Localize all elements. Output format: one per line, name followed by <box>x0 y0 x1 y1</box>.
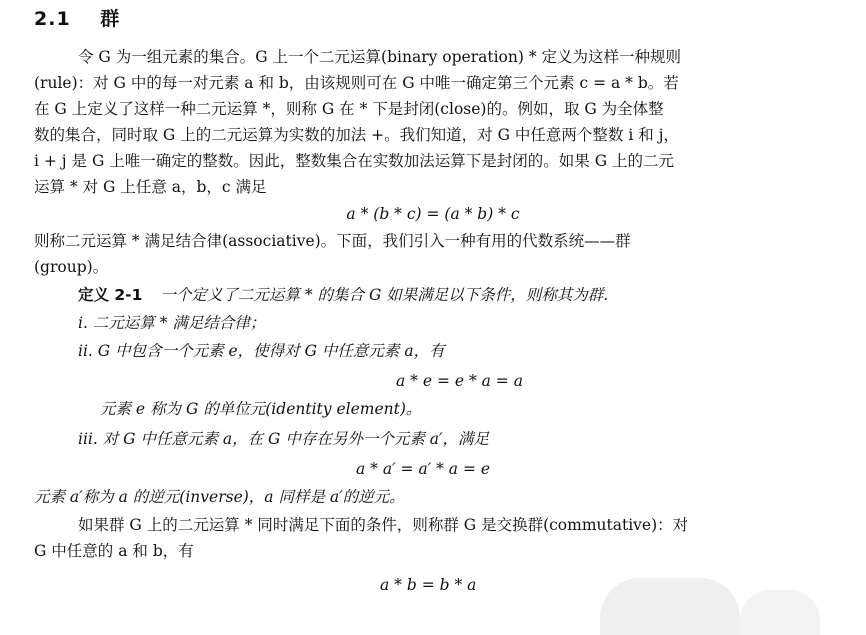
equation-inverse: a * a′ = a′ * a = e <box>356 460 491 478</box>
paragraph-1-line-2: (rule)：对 G 中的每一对元素 a 和 b，由该规则可在 G 中唯一确定第三个元素 c = a * b。若 <box>34 74 679 92</box>
paragraph-1-line-5: i + j 是 G 上唯一确定的整数。因此，整数集合在实数加法运算下是封闭的。如果 G 上的二元 <box>34 152 675 170</box>
paragraph-3-line-1: 如果群 G 上的二元运算 * 同时满足下面的条件，则称群 G 是交换群(commutative)：对 <box>78 516 689 534</box>
paragraph-1-line-1: 令 G 为一组元素的集合。G 上一个二元运算(binary operation) * 定义为这样一种规则 <box>78 48 682 66</box>
definition-line <box>78 284 866 306</box>
condition-2-note: 元素 e 称为 G 的单位元(identity element)。 <box>100 400 422 418</box>
section-title: 群 <box>100 8 121 30</box>
watermark-shape-secondary <box>740 590 820 635</box>
section-heading <box>34 4 120 31</box>
paragraph-1-line-6: 运算 * 对 G 上任意 a，b，c 满足 <box>34 178 267 196</box>
condition-2: ii. G 中包含一个元素 e，使得对 G 中任意元素 a，有 <box>78 342 445 360</box>
condition-3-note: 元素 a′称为 a 的逆元(inverse)，a 同样是 a′的逆元。 <box>34 488 405 506</box>
definition-text: 一个定义了二元运算 * 的集合 G 如果满足以下条件，则称其为群. <box>160 286 609 304</box>
equation-identity: a * e = e * a = a <box>396 372 523 390</box>
equation-commutativity: a * b = b * a <box>380 576 477 594</box>
paragraph-3-line-2: G 中任意的 a 和 b，有 <box>34 542 194 560</box>
paragraph-2-line-2: (group)。 <box>34 258 109 276</box>
paragraph-1-line-4: 数的集合，同时取 G 上的二元运算为实数的加法 +。我们知道，对 G 中任意两个整数 i 和 j， <box>34 126 679 144</box>
condition-1: i. 二元运算 * 满足结合律； <box>78 314 266 332</box>
equation-associativity: a * (b * c) = (a * b) * c <box>346 205 520 223</box>
section-number: 2.1 <box>34 8 71 30</box>
paragraph-2-line-1: 则称二元运算 * 满足结合律(associative)。下面，我们引入一种有用的代数系统——群 <box>34 232 631 250</box>
paragraph-1-line-3: 在 G 上定义了这样一种二元运算 *，则称 G 在 * 下是封闭(close)的。例如，取 G 为全体整 <box>34 100 664 118</box>
condition-3: iii. 对 G 中任意元素 a，在 G 中存在另外一个元素 a′，满足 <box>78 430 490 448</box>
definition-label: 定义 2-1 <box>78 286 143 304</box>
